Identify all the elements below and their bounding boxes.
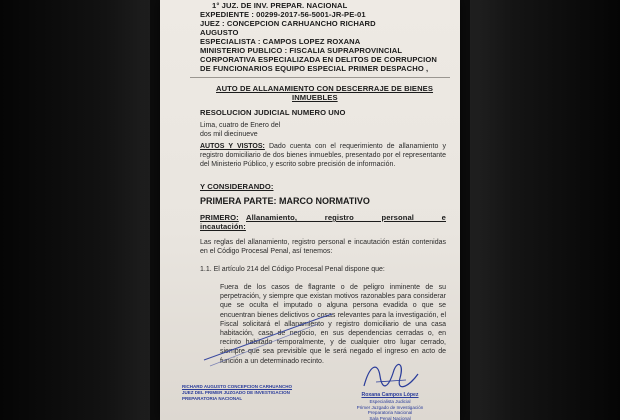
date-line-2: dos mil diecinueve: [200, 131, 258, 138]
header-divider: [190, 77, 450, 78]
judge-stamp-title-1: JUEZ DEL PRIMER JUZGADO DE INVESTIGACION: [182, 390, 290, 395]
judge-stamp: [182, 384, 293, 410]
header-judge-continued: AUGUSTO: [200, 28, 239, 37]
considerando-heading: Y CONSIDERANDO:: [200, 182, 274, 191]
article-paragraph: 1.1. El artículo 214 del Código Procesal Penal dispone que:: [200, 266, 385, 273]
primero-label: PRIMERO:: [200, 213, 239, 222]
photo-background-right: [470, 0, 620, 420]
document-page: [160, 0, 460, 420]
judge-stamp-title-2: PREPARATORIA NACIONAL: [182, 396, 243, 401]
header-judge: JUEZ : CONCEPCION CARHUANCHO RICHARD: [200, 19, 376, 28]
autos-label: AUTOS Y VISTOS:: [200, 143, 265, 150]
specialist-stamp: [348, 393, 432, 420]
photo-background-left: [0, 0, 150, 420]
resolution-heading: RESOLUCION JUDICIAL NUMERO UNO: [200, 108, 346, 117]
specialist-stamp-title-1: Especialista Judicial: [369, 398, 411, 404]
autos-paragraph: [200, 142, 446, 170]
document-title-line-2: INMUEBLES: [292, 93, 338, 102]
specialist-stamp-title-2: Primer Juzgado de Investigación Preparatoria Nacional: [356, 404, 424, 416]
header-ministry-3: DE FUNCIONARIOS EQUIPO ESPECIAL PRIMER DESPACHO ,: [200, 64, 429, 73]
date-line-1: Lima, cuatro de Enero del: [200, 122, 281, 129]
specialist-signature: [356, 356, 426, 396]
judge-stamp-name: RICHARD AUGUSTO CONCEPCION CARHUANCHO: [182, 384, 293, 389]
primero-heading-continued: incautación:: [200, 222, 246, 231]
specialist-stamp-title-3: Sala Penal Nacional: [369, 416, 411, 420]
specialist-stamp-name: Roxana Campos López: [361, 392, 419, 398]
primera-parte-heading: PRIMERA PARTE: MARCO NORMATIVO: [200, 196, 370, 206]
header-ministry-1: MINISTERIO PUBLICO : FISCALIA SUPRAPROVINCIAL: [200, 46, 403, 55]
header-specialist: ESPECIALISTA : CAMPOS LOPEZ ROXANA: [200, 37, 361, 46]
header-ministry-2: CORPORATIVA ESPECIALIZADA EN DELITOS DE CORRUPCION: [200, 55, 437, 64]
document-title-line-1: AUTO DE ALLANAMIENTO CON DESCERRAJE DE BIENES: [216, 84, 434, 93]
reglas-paragraph: Las reglas del allanamiento, registro personal e incautación están contenidas en el Código Procesal Penal, así tenemos:: [200, 239, 446, 256]
quoted-article: Fuera de los casos de flagrante o de peligro inminente de su perpetración, y siempre que existan motivos razonables para considerar que se oculta el imputado o alguna persona evadida o que se encuentran bienes delictivos o cosas relevantes para la investigación, el Fiscal solicitará el allanamiento y registro domiciliario de una casa habitación, casa de negocio, en sus dependencias cerradas o, en recinto habitado temporalmente, y de cualquier otro lugar cerrado, siempre que sea previsible que le será negado el ingreso en acto de función a un determinado recinto.: [220, 284, 446, 365]
header-expediente: EXPEDIENTE : 00299-2017-56-5001-JR-PE-01: [200, 10, 366, 19]
autos-text: Dado cuenta con el requerimiento de allanamiento y registro domiciliario de dos bienes inmuebles, presentado por el representante del Ministerio Público, y escrito sobre precisión de información.: [200, 143, 446, 169]
header-court: 1° JUZ. DE INV. PREPAR. NACIONAL: [212, 1, 348, 10]
primero-heading: Allanamiento, registro personal e: [246, 213, 446, 222]
